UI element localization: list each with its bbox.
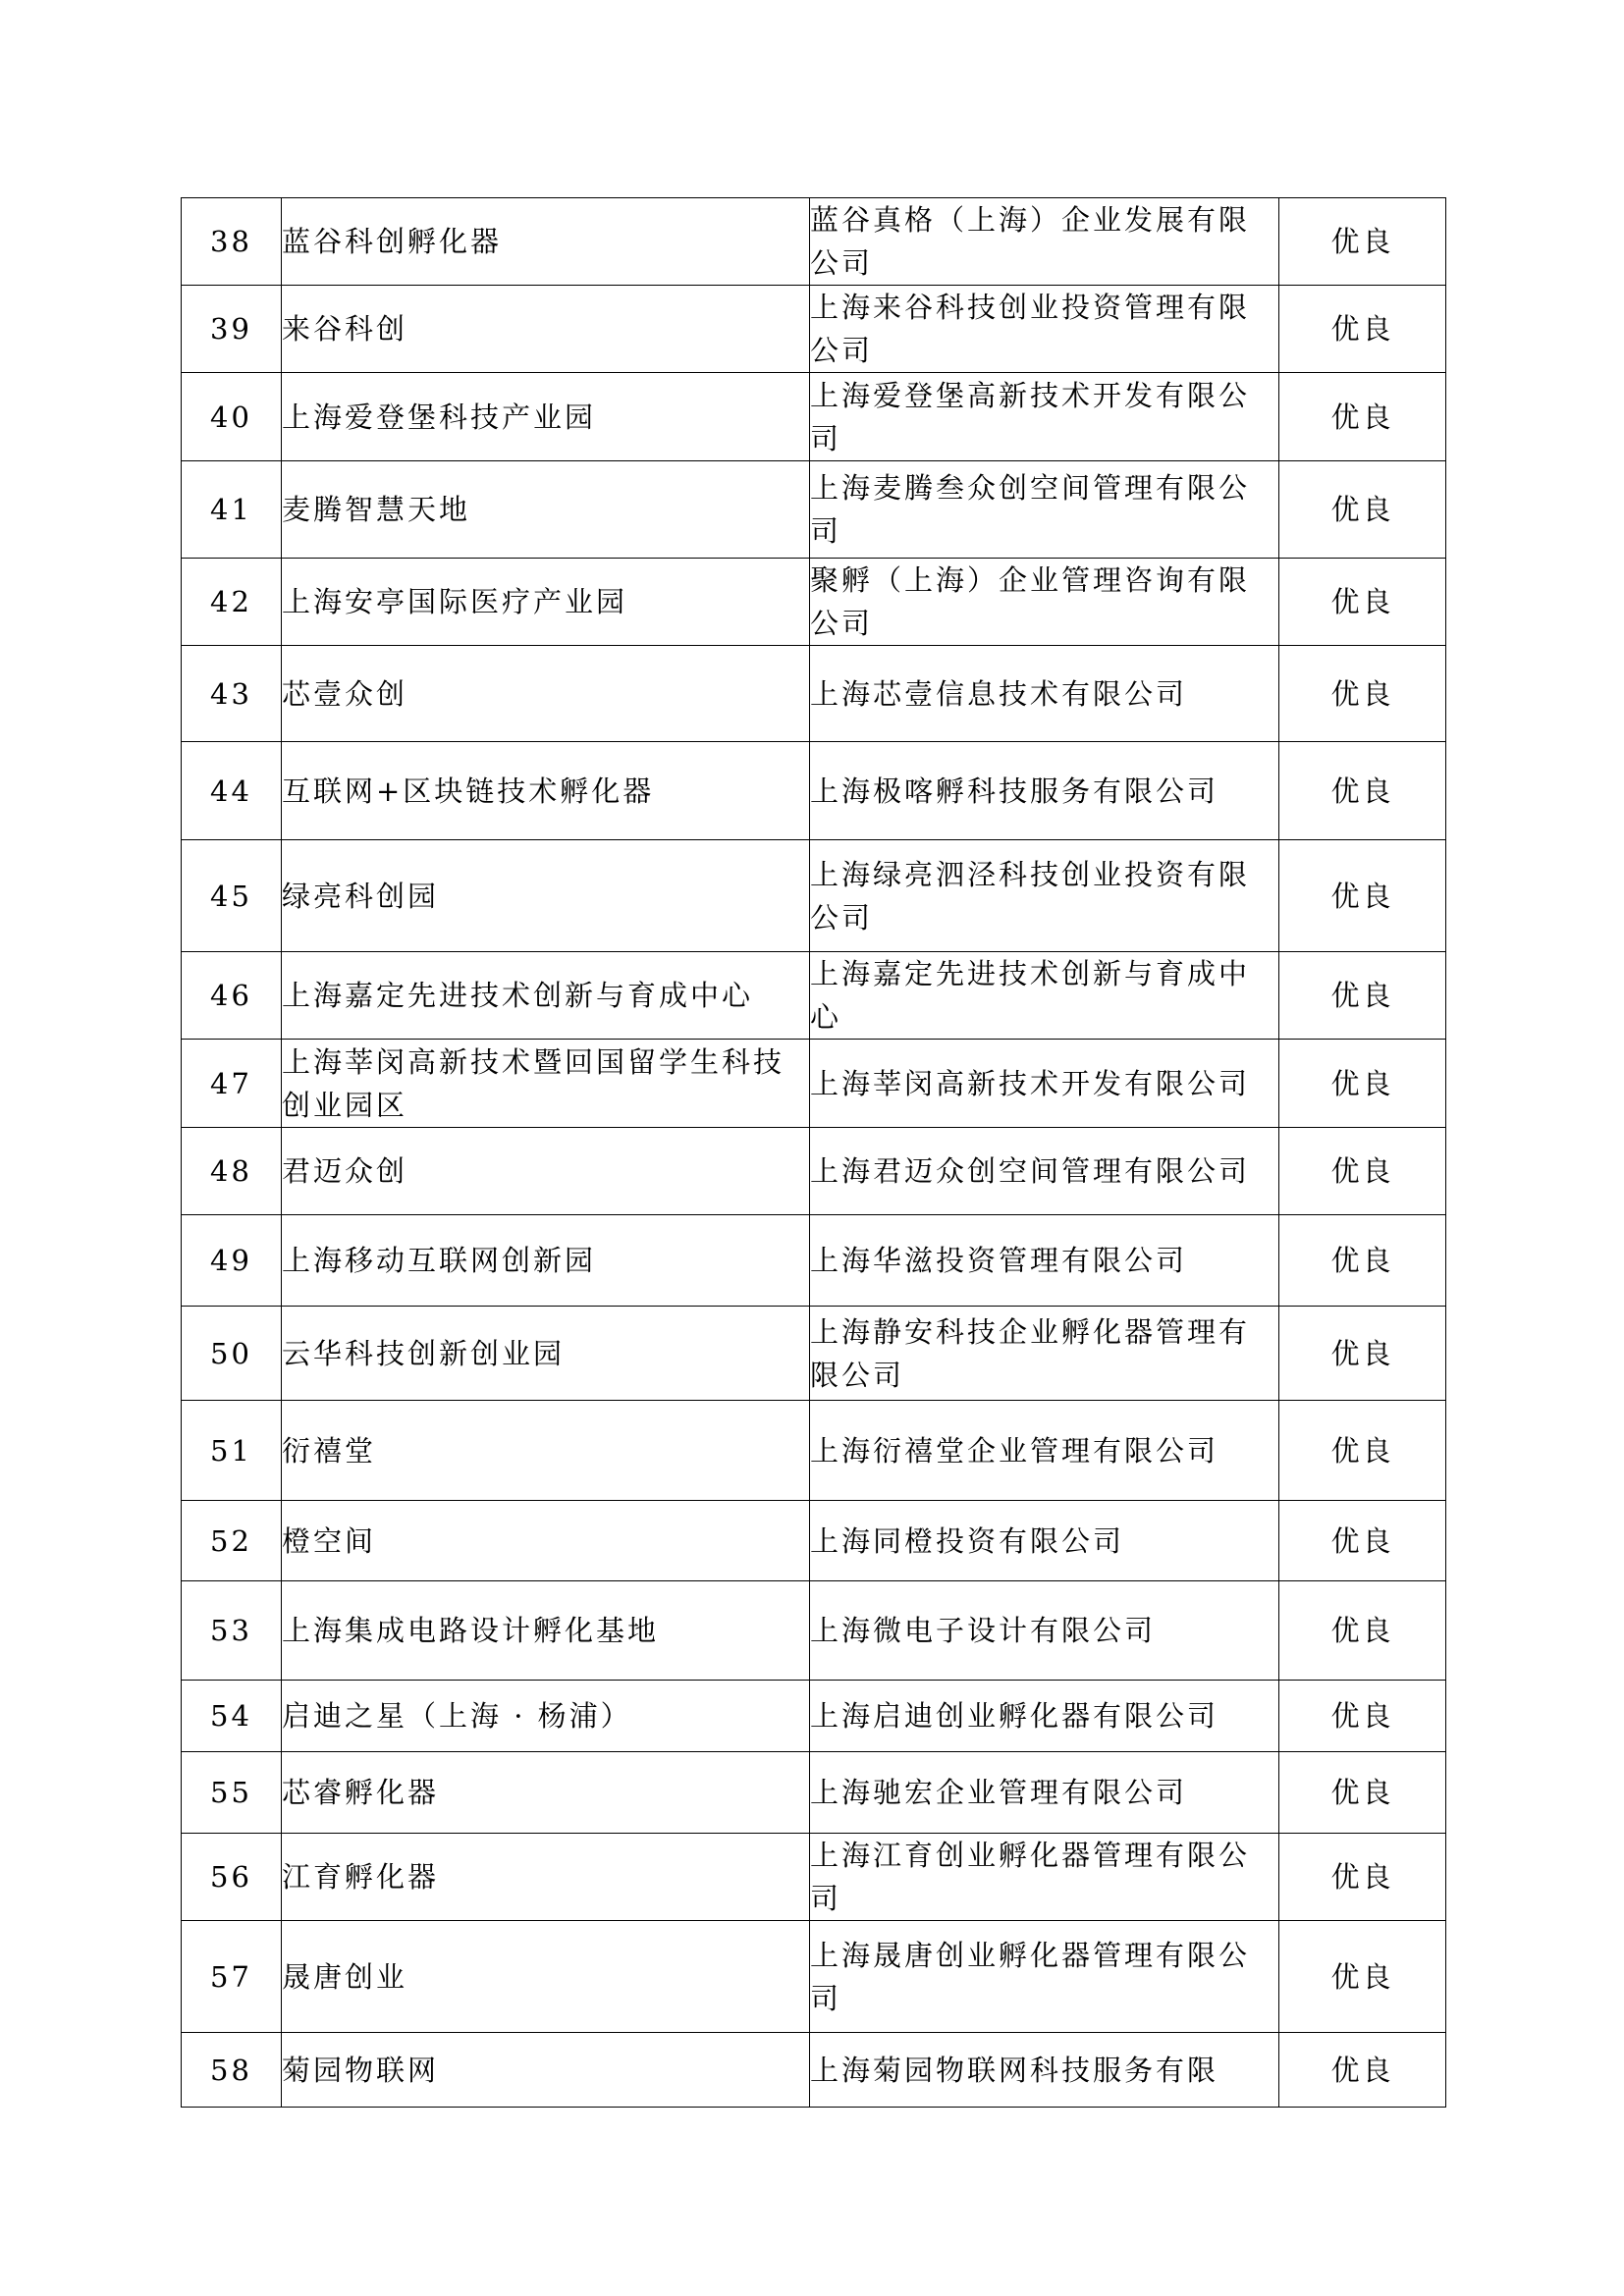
table-body [182, 198, 1446, 2108]
table-row [182, 1215, 1446, 1307]
row-number: 43 [182, 646, 282, 742]
evaluation-grade: 优良 [1279, 1040, 1446, 1128]
row-number: 47 [182, 1040, 282, 1128]
operating-company: 上海来谷科技创业投资管理有限公司 [810, 286, 1279, 373]
operating-company: 上海微电子设计有限公司 [810, 1581, 1279, 1681]
table-row [182, 2033, 1446, 2108]
row-number: 54 [182, 1681, 282, 1752]
row-number: 52 [182, 1501, 282, 1581]
row-number: 50 [182, 1307, 282, 1401]
operating-company: 上海绿亮泗泾科技创业投资有限公司 [810, 840, 1279, 952]
table-row [182, 1834, 1446, 1921]
incubator-name: 来谷科创 [282, 286, 810, 373]
table-row [182, 1752, 1446, 1834]
operating-company: 上海嘉定先进技术创新与育成中心 [810, 952, 1279, 1040]
evaluation-grade: 优良 [1279, 742, 1446, 840]
incubator-name: 君迈众创 [282, 1128, 810, 1215]
operating-company: 上海静安科技企业孵化器管理有限公司 [810, 1307, 1279, 1401]
table-row [182, 840, 1446, 952]
evaluation-grade: 优良 [1279, 461, 1446, 559]
row-number: 46 [182, 952, 282, 1040]
row-number: 55 [182, 1752, 282, 1834]
incubator-name: 云华科技创新创业园 [282, 1307, 810, 1401]
evaluation-grade: 优良 [1279, 286, 1446, 373]
row-number: 45 [182, 840, 282, 952]
table-row [182, 1128, 1446, 1215]
row-number: 58 [182, 2033, 282, 2108]
table-row [182, 952, 1446, 1040]
row-number: 38 [182, 198, 282, 286]
evaluation-grade: 优良 [1279, 1215, 1446, 1307]
table-row [182, 1921, 1446, 2033]
table-row [182, 559, 1446, 646]
evaluation-grade: 优良 [1279, 1752, 1446, 1834]
operating-company: 上海华滋投资管理有限公司 [810, 1215, 1279, 1307]
incubator-name: 橙空间 [282, 1501, 810, 1581]
table-row [182, 1501, 1446, 1581]
table-row [182, 1401, 1446, 1501]
row-number: 51 [182, 1401, 282, 1501]
operating-company: 上海爱登堡高新技术开发有限公司 [810, 373, 1279, 461]
row-number: 48 [182, 1128, 282, 1215]
table-row [182, 742, 1446, 840]
incubator-table [181, 197, 1446, 2108]
operating-company: 上海启迪创业孵化器有限公司 [810, 1681, 1279, 1752]
incubator-name: 启迪之星（上海 · 杨浦） [282, 1681, 810, 1752]
operating-company: 聚孵（上海）企业管理咨询有限公司 [810, 559, 1279, 646]
evaluation-grade: 优良 [1279, 1128, 1446, 1215]
evaluation-grade: 优良 [1279, 1834, 1446, 1921]
table-row [182, 1040, 1446, 1128]
evaluation-grade: 优良 [1279, 2033, 1446, 2108]
operating-company: 上海晟唐创业孵化器管理有限公司 [810, 1921, 1279, 2033]
evaluation-grade: 优良 [1279, 1307, 1446, 1401]
incubator-name: 芯壹众创 [282, 646, 810, 742]
incubator-name: 上海爱登堡科技产业园 [282, 373, 810, 461]
row-number: 42 [182, 559, 282, 646]
table-row [182, 1307, 1446, 1401]
operating-company: 上海芯壹信息技术有限公司 [810, 646, 1279, 742]
incubator-name: 上海安亭国际医疗产业园 [282, 559, 810, 646]
table-row [182, 461, 1446, 559]
evaluation-grade: 优良 [1279, 373, 1446, 461]
evaluation-grade: 优良 [1279, 1681, 1446, 1752]
table-row [182, 286, 1446, 373]
incubator-name: 芯睿孵化器 [282, 1752, 810, 1834]
evaluation-grade: 优良 [1279, 1401, 1446, 1501]
operating-company: 上海同橙投资有限公司 [810, 1501, 1279, 1581]
evaluation-grade: 优良 [1279, 1581, 1446, 1681]
table-row [182, 198, 1446, 286]
row-number: 41 [182, 461, 282, 559]
incubator-name: 江育孵化器 [282, 1834, 810, 1921]
evaluation-grade: 优良 [1279, 646, 1446, 742]
operating-company: 上海江育创业孵化器管理有限公司 [810, 1834, 1279, 1921]
row-number: 44 [182, 742, 282, 840]
table-row [182, 1681, 1446, 1752]
evaluation-grade: 优良 [1279, 952, 1446, 1040]
incubator-name: 衍禧堂 [282, 1401, 810, 1501]
evaluation-grade: 优良 [1279, 1921, 1446, 2033]
incubator-name: 上海集成电路设计孵化基地 [282, 1581, 810, 1681]
table-row [182, 646, 1446, 742]
table-row [182, 1581, 1446, 1681]
operating-company: 上海菊园物联网科技服务有限 [810, 2033, 1279, 2108]
row-number: 56 [182, 1834, 282, 1921]
operating-company: 上海衍禧堂企业管理有限公司 [810, 1401, 1279, 1501]
incubator-name: 蓝谷科创孵化器 [282, 198, 810, 286]
operating-company: 上海莘闵高新技术开发有限公司 [810, 1040, 1279, 1128]
incubator-name: 上海莘闵高新技术暨回国留学生科技创业园区 [282, 1040, 810, 1128]
evaluation-grade: 优良 [1279, 559, 1446, 646]
incubator-name: 晟唐创业 [282, 1921, 810, 2033]
row-number: 40 [182, 373, 282, 461]
operating-company: 上海驰宏企业管理有限公司 [810, 1752, 1279, 1834]
operating-company: 蓝谷真格（上海）企业发展有限公司 [810, 198, 1279, 286]
evaluation-grade: 优良 [1279, 840, 1446, 952]
incubator-name: 绿亮科创园 [282, 840, 810, 952]
incubator-name: 上海移动互联网创新园 [282, 1215, 810, 1307]
incubator-name: 菊园物联网 [282, 2033, 810, 2108]
operating-company: 上海君迈众创空间管理有限公司 [810, 1128, 1279, 1215]
row-number: 53 [182, 1581, 282, 1681]
incubator-name: 上海嘉定先进技术创新与育成中心 [282, 952, 810, 1040]
operating-company: 上海极喀孵科技服务有限公司 [810, 742, 1279, 840]
row-number: 57 [182, 1921, 282, 2033]
evaluation-grade: 优良 [1279, 1501, 1446, 1581]
operating-company: 上海麦腾叁众创空间管理有限公司 [810, 461, 1279, 559]
evaluation-grade: 优良 [1279, 198, 1446, 286]
row-number: 39 [182, 286, 282, 373]
incubator-name: 麦腾智慧天地 [282, 461, 810, 559]
table-row [182, 373, 1446, 461]
incubator-name: 互联网+区块链技术孵化器 [282, 742, 810, 840]
row-number: 49 [182, 1215, 282, 1307]
